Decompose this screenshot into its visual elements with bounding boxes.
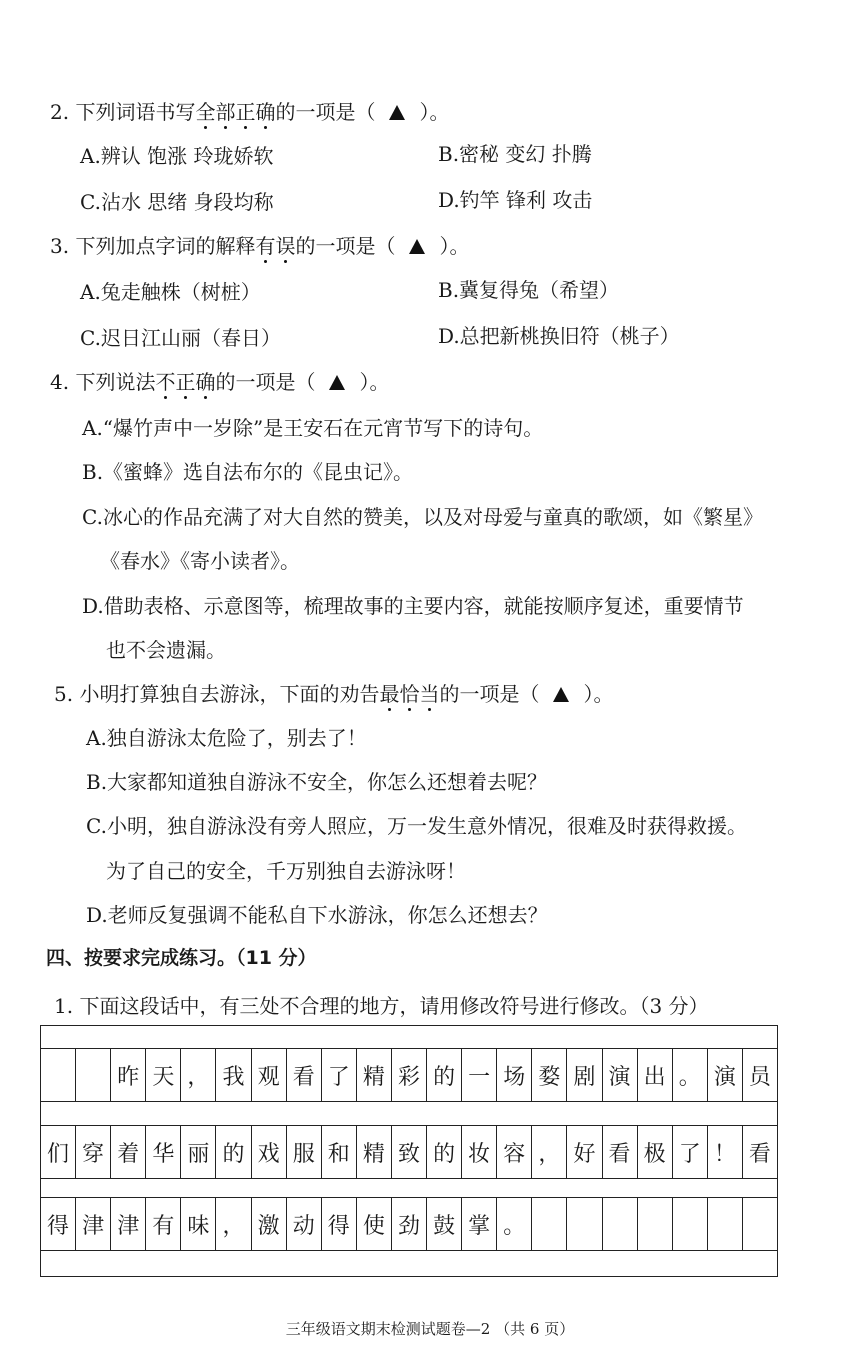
q3-option-b: B.冀复得兔（希望） <box>438 278 620 302</box>
emphasis-char: 确 <box>255 100 276 124</box>
grid-cell: 婺 <box>531 1049 566 1101</box>
q4-option-b: B.《蜜蜂》选自法布尔的《昆虫记》。 <box>82 460 414 484</box>
grid-cell: 演 <box>602 1049 637 1101</box>
q2-option-d: D.钓竿 锋利 攻击 <box>438 188 593 212</box>
grid-cell: 动 <box>286 1198 321 1250</box>
grid-cell: ， <box>180 1049 215 1101</box>
grid-cell: 掌 <box>461 1198 496 1250</box>
q5-stem: 5. 小明打算独自去游泳，下面的劝告最恰当的一项是（ ）。 <box>54 682 614 706</box>
grid-cell: 服 <box>286 1126 321 1178</box>
emphasis-char: 正 <box>175 370 196 394</box>
grid-cell: 得 <box>47 1213 70 1239</box>
q4-option-c-line1: C.冰心的作品充满了对大自然的赞美，以及对母爱与童真的歌颂，如《繁星》 <box>82 505 763 529</box>
grid-cell: 致 <box>391 1126 426 1178</box>
grid-cell: 一 <box>461 1049 496 1101</box>
emphasis-char: 正 <box>235 100 256 124</box>
emphasis-char: 恰 <box>399 682 420 706</box>
q5-option-d: D.老师反复强调不能私自下水游泳，你怎么还想去？ <box>86 903 548 927</box>
grid-cell: 极 <box>637 1126 672 1178</box>
answer-triangle-icon <box>389 105 405 120</box>
q3-stem: 3. 下列加点字词的解释有误的一项是（ ）。 <box>50 234 470 258</box>
emphasis-char: 当 <box>419 682 440 706</box>
grid-row <box>41 1048 777 1102</box>
q4-option-d-line2: 也不会遗漏。 <box>106 638 226 662</box>
section-title: 四、按要求完成练习。（11 分） <box>46 947 317 969</box>
grid-cell: 容 <box>496 1126 531 1178</box>
q2-option-a: A.辨认 饱涨 玲珑娇软 <box>80 144 274 168</box>
q5-option-c-line1: C.小明，独自游泳没有旁人照应，万一发生意外情况，很难及时获得救援。 <box>86 814 747 838</box>
emphasis-char: 有 <box>255 234 276 258</box>
grid-cell: 看 <box>742 1126 777 1178</box>
grid-row <box>41 1125 777 1179</box>
q5-option-c-line2: 为了自己的安全，千万别独自去游泳呀！ <box>106 859 466 883</box>
grid-cell: 的 <box>426 1049 461 1101</box>
grid-cell: 。 <box>496 1198 531 1250</box>
grid-cell: 味 <box>180 1198 215 1250</box>
grid-cell <box>566 1198 601 1250</box>
grid-cell: ！ <box>707 1126 742 1178</box>
q3-option-c: C.迟日江山丽（春日） <box>80 326 281 350</box>
page-footer: 三年级语文期末检测试题卷—2 （共 6 页） <box>285 1320 575 1338</box>
q2-option-c: C.沾水 思绪 身段均称 <box>80 190 274 214</box>
q3-option-d: D.总把新桃换旧符（桃子） <box>438 324 680 348</box>
grid-cell: 了 <box>672 1126 707 1178</box>
q2-stem: 2. 下列词语书写全部正确的一项是（ ）。 <box>50 100 450 124</box>
grid-cell: ， <box>531 1126 566 1178</box>
q4-option-d-line1: D.借助表格、示意图等，梳理故事的主要内容，就能按顺序复述，重要情节 <box>82 594 744 618</box>
grid-cell: 华 <box>145 1126 180 1178</box>
grid-cell: 出 <box>637 1049 672 1101</box>
answer-triangle-icon <box>409 239 425 254</box>
grid-cell: 昨 <box>110 1049 145 1101</box>
grid-cell: 场 <box>496 1049 531 1101</box>
grid-cell: 演 <box>707 1049 742 1101</box>
grid-cell: 天 <box>145 1049 180 1101</box>
grid-cell: 好 <box>566 1126 601 1178</box>
grid-cell: 精 <box>356 1049 391 1101</box>
section4-q1: 1. 下面这段话中，有三处不合理的地方，请用修改符号进行修改。（3 分） <box>54 994 709 1018</box>
q4-stem: 4. 下列说法不正确的一项是（ ）。 <box>50 370 390 394</box>
answer-triangle-icon <box>329 375 345 390</box>
grid-cell <box>531 1198 566 1250</box>
emphasis-char: 不 <box>155 370 176 394</box>
grid-cell: 的 <box>215 1126 250 1178</box>
grid-cell: 看 <box>602 1126 637 1178</box>
emphasis-char: 全 <box>195 100 216 124</box>
grid-cell: 们 <box>47 1141 70 1167</box>
grid-cell: 有 <box>145 1198 180 1250</box>
q4-option-a: A.“爆竹声中一岁除”是王安石在元宵节写下的诗句。 <box>82 416 544 440</box>
grid-cell: 津 <box>110 1198 145 1250</box>
q2-option-b: B.密秘 变幻 扑腾 <box>438 142 592 166</box>
grid-cell: 得 <box>321 1198 356 1250</box>
grid-cell <box>75 1049 110 1101</box>
grid-cell <box>41 1049 75 1101</box>
grid-cell: 剧 <box>566 1049 601 1101</box>
q5-option-b: B.大家都知道独自游泳不安全，你怎么还想着去呢？ <box>86 770 548 794</box>
grid-cell: 鼓 <box>426 1198 461 1250</box>
grid-cell: 使 <box>356 1198 391 1250</box>
grid-cell: 观 <box>251 1049 286 1101</box>
grid-cell: 了 <box>321 1049 356 1101</box>
grid-cell: 穿 <box>75 1126 110 1178</box>
grid-cell: 精 <box>356 1126 391 1178</box>
writing-grid <box>40 1025 778 1277</box>
grid-cell: 彩 <box>391 1049 426 1101</box>
grid-cell: 妆 <box>461 1126 496 1178</box>
grid-cell <box>637 1198 672 1250</box>
grid-cell: 。 <box>672 1049 707 1101</box>
grid-cell: 和 <box>321 1126 356 1178</box>
grid-cell: 激 <box>251 1198 286 1250</box>
q4-option-c-line2: 《春水》《寄小读者》。 <box>100 549 300 573</box>
grid-row <box>41 1197 777 1251</box>
emphasis-char: 误 <box>275 234 296 258</box>
grid-cell: 的 <box>426 1126 461 1178</box>
grid-cell: ， <box>215 1198 250 1250</box>
grid-cell: 看 <box>286 1049 321 1101</box>
grid-cell <box>742 1198 777 1250</box>
emphasis-char: 部 <box>215 100 236 124</box>
grid-cell: 员 <box>742 1049 777 1101</box>
grid-cell <box>707 1198 742 1250</box>
q5-option-a: A.独自游泳太危险了，别去了！ <box>86 726 367 750</box>
grid-cell: 戏 <box>251 1126 286 1178</box>
emphasis-char: 确 <box>195 370 216 394</box>
grid-cell <box>672 1198 707 1250</box>
emphasis-char: 最 <box>379 682 400 706</box>
answer-triangle-icon <box>553 687 569 702</box>
grid-cell: 津 <box>75 1198 110 1250</box>
grid-cell: 丽 <box>180 1126 215 1178</box>
grid-cell <box>602 1198 637 1250</box>
grid-cell: 劲 <box>391 1198 426 1250</box>
grid-cell: 我 <box>215 1049 250 1101</box>
q3-option-a: A.兔走触株（树桩） <box>80 280 261 304</box>
grid-cell: 着 <box>110 1126 145 1178</box>
